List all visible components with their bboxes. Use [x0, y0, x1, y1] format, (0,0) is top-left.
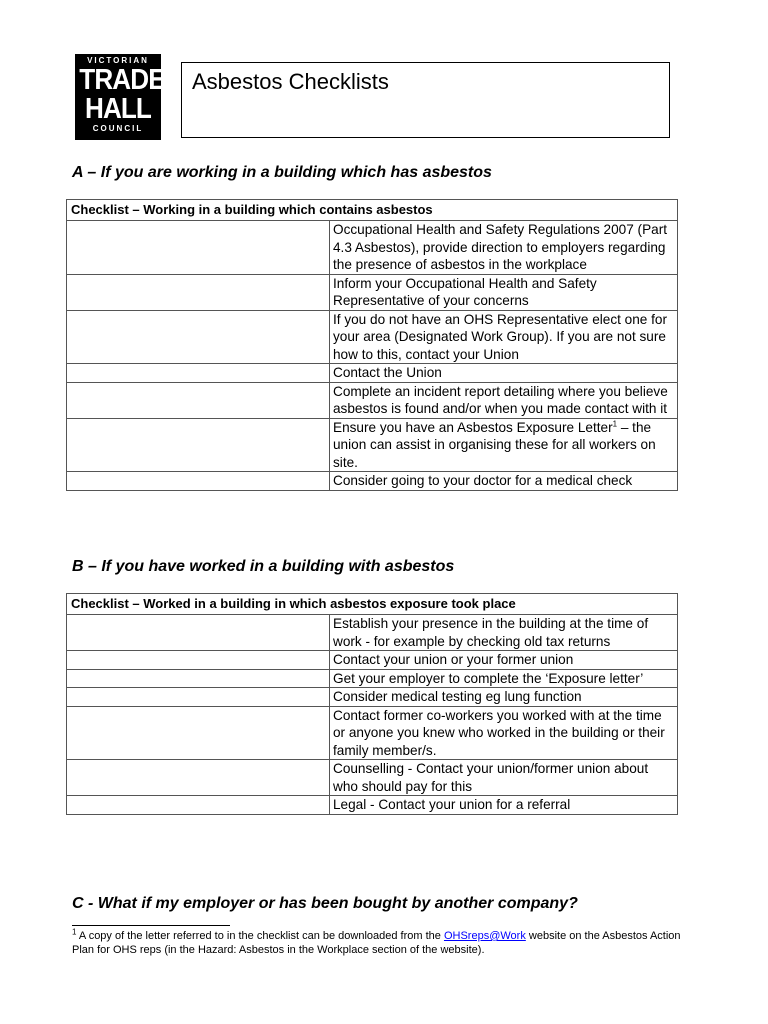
table-row — [67, 615, 678, 651]
blank-cell — [67, 418, 330, 472]
footnote-separator — [72, 925, 230, 926]
footnote-text-pre: A copy of the letter referred to in the checklist can be downloaded from the — [76, 930, 444, 942]
logo-line-council: COUNCIL — [92, 124, 144, 133]
checklist-item: Consider going to your doctor for a medical check — [330, 472, 678, 491]
blank-cell — [67, 615, 330, 651]
blank-cell — [67, 688, 330, 707]
checklist-table-b — [66, 593, 678, 815]
table-row — [67, 472, 678, 491]
blank-cell — [67, 382, 330, 418]
exposure-letter-text: Ensure you have an Asbestos Exposure Letter — [333, 419, 613, 435]
checklist-item: Get your employer to complete the ‘Exposure letter’ — [330, 669, 678, 688]
footnote-number: 1 — [72, 927, 77, 937]
table-row — [67, 651, 678, 670]
table-row — [67, 364, 678, 383]
blank-cell — [67, 651, 330, 670]
footnote — [72, 929, 692, 957]
blank-cell — [67, 669, 330, 688]
vthc-logo — [75, 54, 182, 140]
footnote-text-post: website on the Asbestos Action Plan for OHS reps (in the Hazard: Asbestos in the Workplace section of the website). — [72, 930, 681, 956]
blank-cell — [67, 796, 330, 815]
checklist-item — [330, 418, 678, 472]
table-row — [67, 418, 678, 472]
checklist-item: Inform your Occupational Health and Safety Representative of your concerns — [330, 274, 678, 310]
blank-cell — [67, 706, 330, 760]
table-row — [67, 760, 678, 796]
table-row — [67, 221, 678, 275]
logo-line-victorian: VICTORIAN — [87, 56, 149, 65]
table-row — [67, 310, 678, 364]
blank-cell — [67, 274, 330, 310]
blank-cell — [67, 364, 330, 383]
logo-line-hall: HALL — [84, 93, 151, 125]
table-row — [67, 274, 678, 310]
section-a-heading: A – If you are working in a building which has asbestos — [72, 164, 492, 181]
page-title: Asbestos Checklists — [192, 69, 389, 94]
checklist-item: Consider medical testing eg lung function — [330, 688, 678, 707]
checklist-table-a — [66, 199, 678, 491]
title-box — [181, 62, 670, 138]
table-row — [67, 669, 678, 688]
table-row — [67, 796, 678, 815]
table-row — [67, 688, 678, 707]
exposure-letter-rest: – the union can assist in organising these for all workers on site. — [333, 419, 656, 470]
checklist-item: Occupational Health and Safety Regulations 2007 (Part 4.3 Asbestos), provide direction to employers regarding the presence of asbestos in the workplace — [330, 221, 678, 275]
section-b-heading: B – If you have worked in a building with asbestos — [72, 558, 455, 575]
blank-cell — [67, 760, 330, 796]
section-c-heading: C - What if my employer or has been bought by another company? — [72, 895, 578, 912]
blank-cell — [67, 310, 330, 364]
checklist-item: Contact former co-workers you worked with at the time or anyone you knew who worked in the building or their family member/s. — [330, 706, 678, 760]
table-b-header: Checklist – Worked in a building in which asbestos exposure took place — [67, 594, 678, 615]
checklist-item: Legal - Contact your union for a referral — [330, 796, 678, 815]
table-row — [67, 382, 678, 418]
footnote-ref: 1 — [612, 418, 618, 428]
table-row — [67, 706, 678, 760]
checklist-item: Counselling - Contact your union/former union about who should pay for this — [330, 760, 678, 796]
checklist-item: Contact the Union — [330, 364, 678, 383]
table-a-header: Checklist – Working in a building which contains asbestos — [67, 200, 678, 221]
checklist-item: Contact your union or your former union — [330, 651, 678, 670]
checklist-item: Establish your presence in the building at the time of work - for example by checking old tax returns — [330, 615, 678, 651]
blank-cell — [67, 472, 330, 491]
blank-cell — [67, 221, 330, 275]
logo-line-trades: TRADES — [79, 64, 182, 96]
ohsreps-link[interactable]: OHSreps@Work — [443, 930, 526, 942]
checklist-item: If you do not have an OHS Representative elect one for your area (Designated Work Group). If you are not sure how to this, contact your Union — [330, 310, 678, 364]
checklist-item: Complete an incident report detailing where you believe asbestos is found and/or when you made contact with it — [330, 382, 678, 418]
